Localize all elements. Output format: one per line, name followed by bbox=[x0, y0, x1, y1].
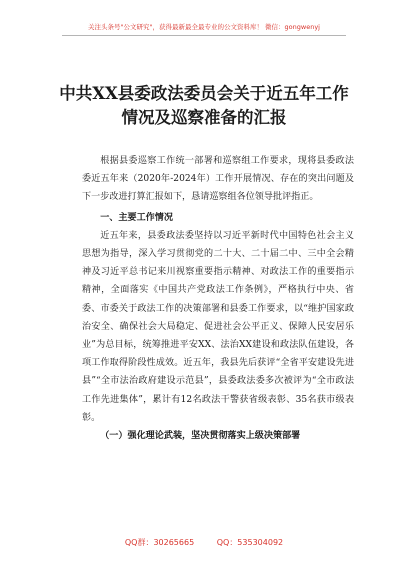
document-title bbox=[40, 82, 368, 130]
main-paragraph: 近五年来，县委政法委坚持以习近平新时代中国特色社会主义思想为指导，深入学习贯彻党的二十大、二十届二中、三中全会精神及习近平总书记来川视察重要指示精神、对政法工作的重要指示精神，全面落实《中国共产党政法工作条例》，严格执行中央、省委、市委关于政法工作的决策部署和县委工作要求，以“维护国家政治安全、确保社会大局稳定、促进社会公平正义、保障人民安居乐业”为总目标，统筹推进平安XX、法治XX建设和政法队伍建设，各项工作取得阶段性成效。近五年，我县先后获评“全省平安建设先进县”“全市法治政府建设示范县”，县委政法委多次被评为“全市政法工作先进集体”，累计有12名政法干警获省级表彰、35名获市级表彰。 bbox=[82, 230, 354, 423]
title-line-2: 情况及巡察准备的汇报 bbox=[121, 108, 287, 127]
header-note: 关注头条号"公文研究"，获得最新最全最专业的公文资料库！ 微信：gongwenyj bbox=[88, 23, 320, 31]
footer bbox=[0, 537, 408, 548]
title-line-1: 中共XX县委政法委员会关于近五年工作 bbox=[59, 84, 349, 103]
header-divider bbox=[62, 35, 346, 36]
footer-qq-group: QQ群：30265665 bbox=[124, 538, 195, 547]
document-body bbox=[82, 152, 354, 445]
intro-paragraph: 根据县委巡察工作统一部署和巡察组工作要求，现将县委政法委近五年来（2020年-2024年）工作开展情况、存在的突出问题及下一步改进打算汇报如下，恳请巡察组各位领导批评指正。 bbox=[82, 156, 354, 203]
subsection-heading-1: （一）强化理论武装，坚决贯彻落实上级决策部署 bbox=[100, 431, 301, 442]
section-heading-1: 一、主要工作情况 bbox=[100, 212, 173, 223]
footer-qq: QQ：535304092 bbox=[216, 538, 284, 547]
